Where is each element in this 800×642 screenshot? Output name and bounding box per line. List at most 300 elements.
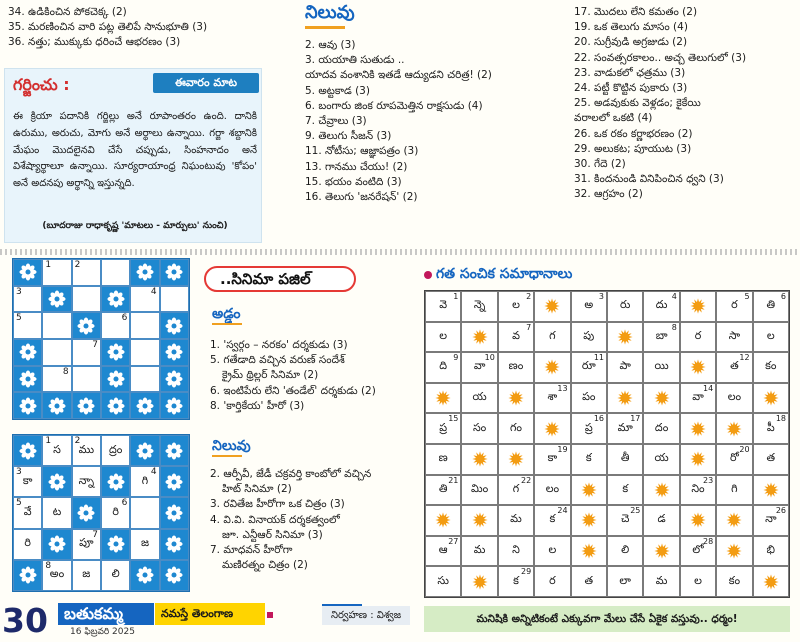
- cinema-down-clue: 4. వి.వి. వినాయక్ దర్శకత్వంలో: [210, 513, 340, 526]
- blocked-cell: [534, 291, 570, 322]
- solution-cell: [643, 413, 679, 444]
- cinema-across-clue: 8. 'కార్తికేయ' హీరో (3): [210, 399, 305, 412]
- solution-cell: [607, 413, 643, 444]
- down-clue: 15. భయం వంటిది (3): [305, 175, 402, 188]
- blocked-cell: [571, 475, 607, 506]
- solution-cell: [753, 505, 789, 536]
- page-number: 30: [2, 601, 48, 640]
- clue-34: 34. ఉడికించిన పోకచెక్క (2): [8, 6, 127, 18]
- weekly-word-heading: గర్జించు :: [13, 75, 70, 94]
- flower-icon: [165, 317, 183, 335]
- blocked-cell: [160, 259, 189, 286]
- grid-cell: [42, 259, 71, 286]
- blocked-cell: [130, 435, 159, 466]
- solution-cell: [716, 322, 752, 353]
- blocked-cell: [680, 505, 716, 536]
- solution-cell: [498, 566, 534, 597]
- blocked-cell: [498, 383, 534, 414]
- blocked-cell: [101, 286, 130, 313]
- solution-cell: [534, 322, 570, 353]
- sun-icon: [508, 390, 524, 406]
- cell-letter: తి: [438, 481, 448, 495]
- cell-number: 4: [671, 292, 677, 301]
- sun-icon: [472, 512, 488, 528]
- cell-number: 26: [775, 506, 786, 516]
- cell-letter: మ: [473, 543, 486, 557]
- cell-letter: వే: [23, 504, 32, 518]
- blocked-cell: [101, 466, 130, 497]
- blocked-cell: [461, 505, 497, 536]
- cell-letter: ల: [694, 573, 702, 587]
- cell-letter: ణ: [438, 451, 448, 465]
- cell-letter: ప్ర: [439, 420, 448, 434]
- weekly-word-source: (బూదరాజు రాధాకృష్ణ 'మాటలు - మార్పులు' నుంచి): [42, 221, 228, 231]
- down-clue: 11. నోటీసు; ఆజ్ఞాపత్రం (3): [305, 145, 419, 158]
- down-clue: 7. చేవ్రాలు (3): [305, 115, 367, 128]
- sun-icon: [690, 512, 706, 528]
- cell-number: 4: [150, 467, 157, 478]
- solution-cell: [571, 291, 607, 322]
- blocked-cell: [160, 366, 189, 393]
- blocked-cell: [13, 435, 42, 466]
- grid-cell: [101, 312, 130, 339]
- solution-cell: [643, 444, 679, 475]
- cell-letter: సు: [437, 573, 449, 587]
- solution-cell: [425, 566, 461, 597]
- cell-number: 10: [484, 353, 495, 363]
- solution-cell: [425, 291, 461, 322]
- cinema-puzzle-title: ..సినిమా పజిల్: [204, 266, 356, 292]
- footer-quote: మనిషికి అన్నిటికంటే ఎక్కువగా మేలు చేసే ఏకైక వస్తువు.. ధర్మం!: [424, 606, 790, 632]
- cell-number: 25: [630, 506, 641, 516]
- grid-cell: [72, 560, 101, 591]
- cell-letter: చె: [621, 512, 630, 526]
- cell-letter: క: [622, 481, 629, 495]
- flower-icon: [48, 397, 66, 415]
- cell-number: 3: [598, 292, 604, 301]
- flower-icon: [19, 566, 37, 584]
- solution-cell: [716, 383, 752, 414]
- sun-icon: [581, 512, 597, 528]
- flower-icon: [107, 535, 125, 553]
- solution-cell: [680, 475, 716, 506]
- weekly-word-badge: ఈవారం మాట: [153, 73, 259, 93]
- sun-icon: [726, 421, 742, 437]
- cell-letter: దు: [655, 298, 668, 312]
- solution-cell: [534, 536, 570, 567]
- sun-icon: [690, 359, 706, 375]
- solution-cell: [716, 475, 752, 506]
- blocked-cell: [571, 536, 607, 567]
- cell-letter: వా: [473, 359, 486, 373]
- cell-letter: పు: [583, 328, 595, 342]
- cell-number: 6: [121, 313, 128, 324]
- flower-icon: [77, 397, 95, 415]
- grid-cell: [13, 466, 42, 497]
- cell-letter: అ: [584, 298, 594, 312]
- cell-number: 24: [557, 506, 568, 516]
- cell-number: 3: [16, 286, 22, 297]
- cell-letter: గి: [141, 473, 149, 487]
- solution-cell: [461, 475, 497, 506]
- down-clue: 5. అట్టకాడ (3): [305, 84, 370, 97]
- cell-letter: భి: [766, 543, 776, 557]
- cell-number: 11: [593, 353, 604, 363]
- flower-icon: [165, 263, 183, 281]
- cell-number: 7: [92, 529, 98, 540]
- down-clue: 16. తెలుగు 'జనరేషన్' (2): [305, 191, 418, 204]
- down-clue: 6. బంగారు జింక రూపమెత్తిన రాక్షసుడు (4): [305, 99, 483, 112]
- solution-cell: [498, 505, 534, 536]
- cell-letter: ల: [512, 298, 520, 312]
- grid-cell: [72, 339, 101, 366]
- down-clue: వరాలలో ఒకటి (4): [574, 112, 653, 125]
- cell-letter: పీ: [766, 420, 775, 434]
- down-clue: 2. ఆవు (3): [305, 39, 356, 51]
- blocked-cell: [160, 339, 189, 366]
- solution-cell: [461, 383, 497, 414]
- down-clue: 20. సుగ్రీవుడి అగ్రజుడు (2): [574, 36, 688, 49]
- down-heading: నిలువు: [305, 2, 355, 23]
- solution-cell: [425, 444, 461, 475]
- blocked-cell: [716, 536, 752, 567]
- solution-cell: [461, 413, 497, 444]
- flower-icon: [165, 370, 183, 388]
- flower-icon: [165, 397, 183, 415]
- solution-cell: [461, 291, 497, 322]
- blocked-cell: [680, 291, 716, 322]
- solution-cell: [716, 566, 752, 597]
- cell-number: 2: [74, 260, 81, 270]
- cell-letter: లా: [619, 573, 631, 587]
- cell-letter: జ: [82, 567, 91, 581]
- blocked-cell: [534, 352, 570, 383]
- grid-cell: [13, 286, 42, 313]
- flower-icon: [107, 397, 125, 415]
- solution-cell: [716, 444, 752, 475]
- cinema-across-clue: 6. ఇంటిపేరు లేని 'తండేల్' దర్శకుడు (2): [210, 384, 376, 397]
- grid-cell: [130, 339, 159, 366]
- blocked-cell: [130, 259, 159, 286]
- cell-number: 8: [62, 366, 69, 377]
- cell-number: 5: [744, 292, 750, 301]
- sun-icon: [435, 512, 451, 528]
- blocked-cell: [101, 339, 130, 366]
- solution-cell: [498, 291, 534, 322]
- cell-number: 17: [630, 414, 641, 424]
- cell-letter: ల: [766, 328, 775, 342]
- blocked-cell: [13, 366, 42, 393]
- cell-letter: రి: [112, 504, 119, 518]
- blocked-cell: [607, 322, 643, 353]
- cell-letter: శా: [547, 390, 558, 404]
- down-clue: 17. మొదలు లేని కమతం (2): [574, 6, 698, 18]
- clue-35: 35. మరణించిన వారి పట్ల తెలిపే సానుభూతి (3): [8, 21, 208, 34]
- cell-letter: స: [53, 442, 61, 456]
- cell-letter: కా: [547, 451, 558, 465]
- blocked-cell: [753, 475, 789, 506]
- cell-letter: వ: [512, 328, 520, 342]
- solution-cell: [753, 444, 789, 475]
- blocked-cell: [101, 392, 130, 419]
- grid-cell: [72, 435, 101, 466]
- blocked-cell: [160, 312, 189, 339]
- down-clue: 31. కిందనుండి వినిపించిన ధ్వని (3): [574, 173, 724, 186]
- sun-icon: [763, 390, 779, 406]
- cinema-across-list: [210, 338, 410, 414]
- solution-cell: [680, 566, 716, 597]
- blocked-cell: [42, 392, 71, 419]
- grid-cell: [42, 435, 71, 466]
- solution-cell: [461, 536, 497, 567]
- weekly-word-box: [4, 68, 262, 243]
- solution-cell: [607, 291, 643, 322]
- blocked-cell: [130, 560, 159, 591]
- sun-icon: [690, 298, 706, 314]
- cell-letter: తీ: [620, 451, 630, 465]
- solutions-title: గత సంచిక సమాధానాలు: [436, 266, 573, 282]
- sun-icon: [763, 574, 779, 590]
- cell-letter: య: [654, 451, 669, 465]
- solution-cell: [498, 322, 534, 353]
- flower-icon: [48, 290, 66, 308]
- solution-cell: [571, 322, 607, 353]
- flower-icon: [165, 442, 183, 460]
- cell-letter: ము: [78, 442, 95, 456]
- grid-cell: [42, 497, 71, 528]
- flower-icon: [107, 290, 125, 308]
- clue-36: 36. నత్తు; ముక్కుకు ధరించే ఆభరణం (3): [8, 36, 181, 49]
- grid-cell: [101, 497, 130, 528]
- cell-letter: ల: [548, 543, 557, 557]
- solution-cell: [571, 444, 607, 475]
- blocked-cell: [13, 392, 42, 419]
- grid-cell: [42, 339, 71, 366]
- solution-cell: [425, 475, 461, 506]
- cell-letter: న్నా: [78, 473, 95, 487]
- solution-cell: [571, 566, 607, 597]
- cinema-down-clue: 7. మాధవన్ హీరోగా: [210, 544, 293, 557]
- flower-icon: [19, 397, 37, 415]
- down-clue: 3. యయాతి సుతుడు ..: [305, 54, 405, 67]
- cinema-down-clue: 3. రవితేజ హీరోగా ఒక చిత్రం (3): [210, 498, 345, 511]
- solution-cell: [534, 444, 570, 475]
- magazine-brand: బతుకమ్మ: [58, 603, 154, 625]
- cinema-down-heading: నిలువు: [212, 438, 251, 454]
- cinema-across-clue: 5. గతేడాది వచ్చిన వరుణ్ సందేశ్: [210, 354, 345, 367]
- newspaper-name: నమస్తే తెలంగాణ: [155, 603, 265, 625]
- cell-letter: పం: [582, 390, 596, 404]
- cell-number: 7: [526, 322, 532, 332]
- down-clue: 30. గేదె (2): [574, 158, 626, 171]
- sun-icon: [690, 421, 706, 437]
- cell-number: 23: [703, 475, 714, 485]
- issue-date: 16 ఫిబ్రవరి 2025: [70, 627, 135, 637]
- cell-number: 28: [703, 536, 714, 546]
- down-clue: 9. తెలుగు సీజన్ (3): [305, 130, 392, 143]
- cell-letter: దం: [654, 420, 669, 434]
- blocked-cell: [680, 444, 716, 475]
- down-heading-underline: [305, 26, 345, 29]
- cell-letter: త: [766, 451, 776, 465]
- blocked-cell: [680, 352, 716, 383]
- newspaper-mark: [267, 612, 273, 618]
- cell-number: 20: [739, 445, 750, 454]
- blocked-cell: [425, 383, 461, 414]
- cell-number: 7: [92, 339, 98, 350]
- cell-letter: అం: [49, 567, 65, 581]
- blocked-cell: [72, 392, 101, 419]
- cell-number: 22: [521, 475, 532, 485]
- flower-icon: [48, 473, 66, 491]
- blocked-cell: [716, 413, 752, 444]
- grid-cell: [72, 529, 101, 560]
- grid-cell: [101, 560, 130, 591]
- cell-letter: ప్ర: [584, 420, 593, 434]
- grid-cell: [72, 286, 101, 313]
- cinema-down-list: [210, 467, 410, 573]
- sun-icon: [508, 451, 524, 467]
- weekly-word-body: ఈ క్రియా పదానికి గర్జిల్లు అనే రూపాంతరం ఉంది. దానికి ఉరుము, అరుచు, మోగు అనే అర్థాలు ఉన్నాయి. గర్జా శబ్దానికి మేఘం మొదలైనవి చేసే చప్పుడు, సింహనాదం అనే విశేష్యార్థాలూ ఉన్నాయి. సూర్యరాయాంధ్ర నిఘంటువు 'కోపం' అనే అదనపు అర్థాన్ని ఇస్తున్నది.: [13, 111, 257, 190]
- cell-letter: ర: [731, 298, 738, 312]
- cell-letter: నిం: [691, 481, 705, 495]
- blocked-cell: [680, 413, 716, 444]
- cell-letter: క: [585, 451, 592, 465]
- cinema-down-clue: జూ. ఎన్టీఆర్ సినిమా (3): [222, 528, 323, 541]
- cell-letter: య: [472, 390, 487, 404]
- section-divider: [0, 249, 800, 255]
- cell-letter: యి: [654, 359, 669, 373]
- flower-icon: [19, 343, 37, 361]
- cinema-across-clue: క్రైమ్ థ్రిల్లర్ సినిమా (2): [222, 369, 319, 382]
- grid-cell: [13, 497, 42, 528]
- solution-cell: [607, 536, 643, 567]
- flower-icon: [136, 397, 154, 415]
- cell-number: 1: [453, 292, 459, 301]
- blocked-cell: [716, 505, 752, 536]
- cell-letter: గం: [509, 420, 522, 434]
- cell-letter: రో: [729, 451, 739, 465]
- grid-cell: [160, 286, 189, 313]
- cell-letter: ల: [439, 328, 448, 342]
- blocked-cell: [101, 529, 130, 560]
- cinema-down-underline: [212, 455, 242, 457]
- flower-icon: [136, 566, 154, 584]
- flower-icon: [165, 504, 183, 522]
- cell-letter: మ: [510, 512, 522, 526]
- cinema-down-clue: 2. ఆర్పీవీ, జేడీ చక్రవర్తి కాంబోలో వచ్చిన: [210, 468, 372, 480]
- grid-cell: [130, 366, 159, 393]
- sun-icon: [726, 543, 742, 559]
- down-clue: 29. అలుకట; పూయుట (3): [574, 142, 692, 155]
- cell-letter: లం: [545, 481, 560, 495]
- cell-letter: ర: [549, 573, 556, 587]
- cell-letter: రి: [24, 536, 31, 550]
- cell-number: 3: [16, 467, 22, 478]
- flower-icon: [136, 442, 154, 460]
- sun-icon: [617, 329, 633, 345]
- solution-cell: [607, 566, 643, 597]
- cell-letter: రు: [620, 298, 631, 312]
- solution-cell: [534, 566, 570, 597]
- cell-number: 2: [74, 436, 81, 446]
- flower-icon: [77, 504, 95, 522]
- cinema-puzzle-grid: [12, 258, 190, 420]
- cell-letter: జ: [140, 536, 150, 550]
- down-clue-list: [305, 38, 570, 205]
- down-clue: 26. ఒక రకం కర్ణాభరణం (2): [574, 127, 693, 140]
- down-clue: 24. పట్టీ కొట్టిన పుకారు (3): [574, 82, 688, 95]
- cell-letter: ణం: [508, 359, 524, 373]
- cell-letter: గ: [549, 328, 556, 342]
- solution-cell: [425, 352, 461, 383]
- cell-letter: క: [513, 573, 519, 587]
- cell-number: 1: [45, 436, 52, 446]
- cell-letter: న్నె: [473, 298, 486, 312]
- cell-letter: లి: [111, 567, 120, 581]
- grid-cell: [72, 259, 101, 286]
- blocked-cell: [461, 444, 497, 475]
- cinema-down-clue: హిట్ సినిమా (2): [222, 483, 292, 496]
- cell-number: 16: [593, 414, 604, 424]
- blocked-cell: [101, 366, 130, 393]
- blocked-cell: [643, 475, 679, 506]
- solution-cell: [571, 413, 607, 444]
- cell-number: 4: [150, 286, 157, 297]
- grid-cell: [130, 497, 159, 528]
- solution-cell: [534, 505, 570, 536]
- cell-number: 6: [121, 498, 128, 509]
- cell-number: 12: [739, 353, 750, 363]
- sun-icon: [654, 543, 670, 559]
- sun-icon: [654, 482, 670, 498]
- grid-cell: [130, 286, 159, 313]
- grid-cell: [101, 259, 130, 286]
- flower-icon: [107, 343, 125, 361]
- sun-icon: [472, 574, 488, 590]
- blocked-cell: [753, 383, 789, 414]
- flower-icon: [19, 263, 37, 281]
- sun-icon: [472, 451, 488, 467]
- solution-cell: [571, 383, 607, 414]
- solution-cell: [680, 383, 716, 414]
- cell-letter: ని: [512, 543, 520, 557]
- down-clue: 23. వాడుకలో ఛత్రము (3): [574, 66, 686, 79]
- cell-letter: తి: [766, 298, 776, 312]
- flower-icon: [165, 473, 183, 491]
- blocked-cell: [160, 560, 189, 591]
- cell-letter: ద్రం: [108, 442, 123, 456]
- solution-cell: [716, 291, 752, 322]
- blocked-cell: [571, 505, 607, 536]
- cell-number: 21: [448, 475, 459, 485]
- solution-cell: [680, 536, 716, 567]
- cell-letter: కా: [22, 473, 33, 487]
- solution-cell: [607, 505, 643, 536]
- grid-cell: [72, 466, 101, 497]
- solution-cell: [643, 352, 679, 383]
- blocked-cell: [643, 536, 679, 567]
- cell-number: 27: [448, 536, 459, 546]
- solution-cell: [643, 322, 679, 353]
- cell-letter: రూ: [581, 359, 596, 373]
- blocked-cell: [130, 392, 159, 419]
- flower-icon: [165, 343, 183, 361]
- blocked-cell: [72, 497, 101, 528]
- sun-icon: [617, 390, 633, 406]
- grid-cell: [72, 366, 101, 393]
- solution-cell: [607, 475, 643, 506]
